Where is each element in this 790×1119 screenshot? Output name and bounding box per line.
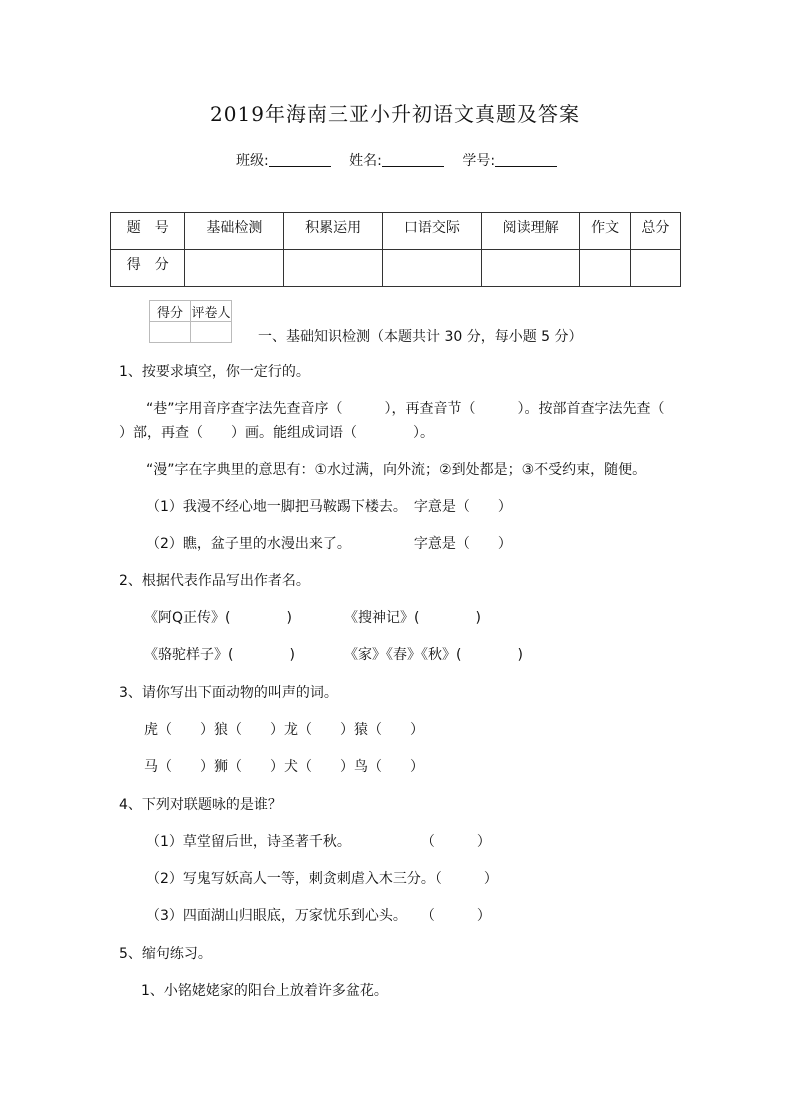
grader-reviewer-cell[interactable]	[191, 322, 232, 343]
header-cell: 阅读理解	[481, 213, 580, 250]
score-cell[interactable]	[580, 250, 630, 287]
score-table	[110, 212, 681, 287]
grader-score-cell[interactable]	[150, 322, 191, 343]
question-prompt: 1、按要求填空，你一定行的。	[119, 364, 310, 380]
name-field[interactable]	[382, 152, 444, 167]
question-prompt: 4、下列对联题咏的是谁？	[119, 797, 282, 813]
row-label-cell: 得 分	[111, 250, 185, 287]
question-line: “漫”字在字典里的意思有：①水过满，向外流；②到处都是；③不受约束，随便。	[146, 462, 647, 478]
student-info	[236, 150, 571, 170]
score-cell[interactable]	[630, 250, 680, 287]
score-table-score-row	[111, 250, 681, 287]
question-item: 《阿Q正传》( )	[144, 610, 292, 626]
score-table-header-row	[111, 213, 681, 250]
question-subitem: （3）四面湖山归眼底，万家忧乐到心头。 （ ）	[146, 908, 491, 924]
section-heading: 一、基础知识检测（本题共计 30 分，每小题 5 分）	[258, 329, 583, 345]
question-prompt: 5、缩句练习。	[119, 946, 212, 962]
name-label: 姓名:	[349, 153, 382, 169]
class-field[interactable]	[269, 152, 331, 167]
question-item: 《骆驼样子》( )	[144, 647, 295, 663]
score-cell[interactable]	[284, 250, 383, 287]
class-label: 班级:	[236, 153, 269, 169]
question-subitem: （2）写鬼写妖高人一等，刺贪刺虐入木三分。（ ）	[146, 871, 498, 887]
page-title: 2019年海南三亚小升初语文真题及答案	[210, 102, 580, 126]
header-cell: 总分	[630, 213, 680, 250]
header-cell: 基础检测	[185, 213, 284, 250]
question-subitem: （2）瞧，盆子里的水漫出来了。 字意是（ ）	[146, 536, 512, 552]
id-field[interactable]	[495, 152, 557, 167]
question-subitem: 1、小铭姥姥家的阳台上放着许多盆花。	[141, 983, 388, 999]
id-label: 学号:	[462, 153, 496, 169]
header-cell: 作文	[580, 213, 630, 250]
question-prompt: 2、根据代表作品写出作者名。	[119, 573, 310, 589]
header-cell: 题 号	[111, 213, 185, 250]
grader-score-label: 得分	[150, 301, 191, 322]
grader-table	[149, 300, 232, 343]
header-cell: 积累运用	[284, 213, 383, 250]
question-line: “巷”字用音序查字法先查音序（ ），再查音节（ ）。按部首查字法先查（	[146, 401, 665, 417]
question-subitem: （1）草堂留后世，诗圣著千秋。 （ ）	[146, 834, 491, 850]
question-item: 《搜神记》( )	[344, 610, 481, 626]
question-line: ）部，再查（ ）画。能组成词语（ ）。	[119, 425, 434, 441]
score-cell[interactable]	[481, 250, 580, 287]
score-cell[interactable]	[185, 250, 284, 287]
question-line: 虎（ ）狼（ ）龙（ ）猿（ ）	[144, 722, 424, 738]
question-line: 马（ ）狮（ ）犬（ ）鸟（ ）	[144, 759, 424, 775]
grader-reviewer-label: 评卷人	[191, 301, 232, 322]
header-cell: 口语交际	[382, 213, 481, 250]
question-item: 《家》《春》《秋》( )	[344, 647, 523, 663]
score-cell[interactable]	[382, 250, 481, 287]
question-prompt: 3、请你写出下面动物的叫声的词。	[119, 685, 338, 701]
question-subitem: （1）我漫不经心地一脚把马鞍踢下楼去。 字意是（ ）	[146, 499, 512, 515]
